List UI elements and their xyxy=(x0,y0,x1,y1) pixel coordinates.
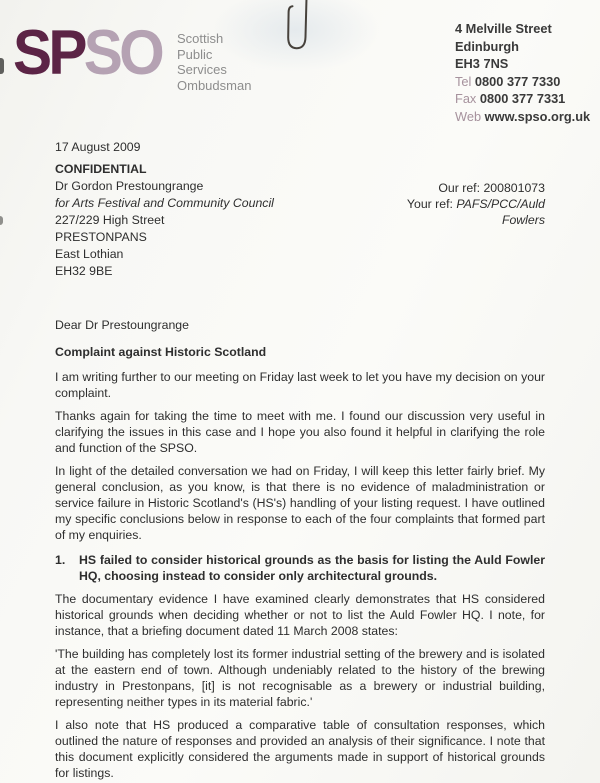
recipient-address-line: EH32 9BE xyxy=(55,264,113,278)
tagline-line: Ombudsman xyxy=(177,77,252,93)
paragraph: Thanks again for taking the time to meet with me. I found our discussion very useful in clarifying the issues in this case and I hope you also found it helpful in clarifying the role and function of the SPSO. xyxy=(55,409,545,455)
blockquote: 'The building has completely lost its former industrial setting of the brewery and is isolated at the eastern end of town. Although undeniably related to the history of the brewing industry in Prestonpans, [it] is not recognisable as a brewery or industrial building, representing neither types in its material fabric.' xyxy=(55,647,545,709)
heading-text: HS failed to consider historical grounds as the basis for listing the Auld Fowler HQ, choosing instead to consider only architectural grounds. xyxy=(79,553,545,583)
office-address-line: EH3 7NS xyxy=(455,56,509,71)
subject-line: Complaint against Historic Scotland xyxy=(55,345,267,359)
complaint-heading-1 xyxy=(55,552,545,584)
office-address-line: Edinburgh xyxy=(455,38,519,54)
letter-date: 17 August 2009 xyxy=(55,140,141,154)
tagline-line: Services xyxy=(177,62,227,77)
paperclip-icon xyxy=(276,0,322,69)
our-ref xyxy=(375,180,545,196)
paragraph: I also note that HS produced a comparative table of consultation responses, which outlined the nature of responses and provided an analysis of their significance. I note that this document explicitly considered the arguments made in support of historical grounds for listings. xyxy=(55,718,545,780)
office-address-line: 4 Melville Street xyxy=(455,21,552,36)
phone-row xyxy=(455,73,590,91)
logo-sp-text: SP xyxy=(13,18,84,88)
salutation: Dear Dr Prestoungrange xyxy=(55,318,189,332)
fax-row xyxy=(455,90,590,108)
your-ref xyxy=(375,196,545,228)
tagline-line: Public xyxy=(177,46,213,62)
phone-label: Tel xyxy=(455,73,472,89)
our-ref-label: Our ref: xyxy=(438,181,481,195)
logo-so-text: SO xyxy=(83,18,161,88)
paragraph: In light of the detailed conversation we had on Friday, I will keep this letter fairly brief. My general conclusion, as you know, is that there is no evidence of maladministration or service failure in Historic Scotland's (HS's) handling of your listing request. I have outlined my specific conclusions below in response to each of the four complaints that formed part of my enquiries. xyxy=(55,464,545,542)
phone-number: 0800 377 7330 xyxy=(474,73,561,89)
logo-tagline xyxy=(177,31,251,93)
confidential-label: CONFIDENTIAL xyxy=(55,162,147,176)
web-label: Web xyxy=(455,108,482,124)
scan-artifact xyxy=(0,58,4,74)
scan-artifact xyxy=(0,216,3,225)
web-row xyxy=(455,108,590,126)
fax-label: Fax xyxy=(455,91,477,106)
heading-number: 1. xyxy=(55,553,66,567)
your-ref-value: PAFS/PCC/Auld Fowlers xyxy=(456,197,545,227)
recipient-address-line: East Lothian xyxy=(55,247,124,261)
recipient-block xyxy=(55,161,545,280)
reference-block xyxy=(375,180,545,228)
fax-number: 0800 377 7331 xyxy=(479,91,566,106)
web-url: www.spso.org.uk xyxy=(484,108,591,124)
your-ref-label: Your ref: xyxy=(406,197,453,211)
letter-body xyxy=(55,139,545,781)
recipient-address-line: PRESTONPANS xyxy=(55,230,147,244)
recipient-name: Dr Gordon Prestoungrange xyxy=(55,179,204,193)
recipient-address-line: 227/229 High Street xyxy=(55,213,165,227)
spso-logo xyxy=(13,18,161,88)
recipient-organisation: for Arts Festival and Community Council xyxy=(55,196,274,210)
our-ref-value: 200801073 xyxy=(483,181,545,195)
paragraph: I am writing further to our meeting on Friday last week to let you have my decision on your complaint. xyxy=(55,370,545,400)
tagline-line: Scottish xyxy=(177,31,224,46)
contact-block xyxy=(455,20,590,125)
paragraph: The documentary evidence I have examined clearly demonstrates that HS considered historical grounds when deciding whether or not to list the Auld Fowler HQ. I note, for instance, that a briefing document dated 11 March 2008 states: xyxy=(55,592,545,638)
